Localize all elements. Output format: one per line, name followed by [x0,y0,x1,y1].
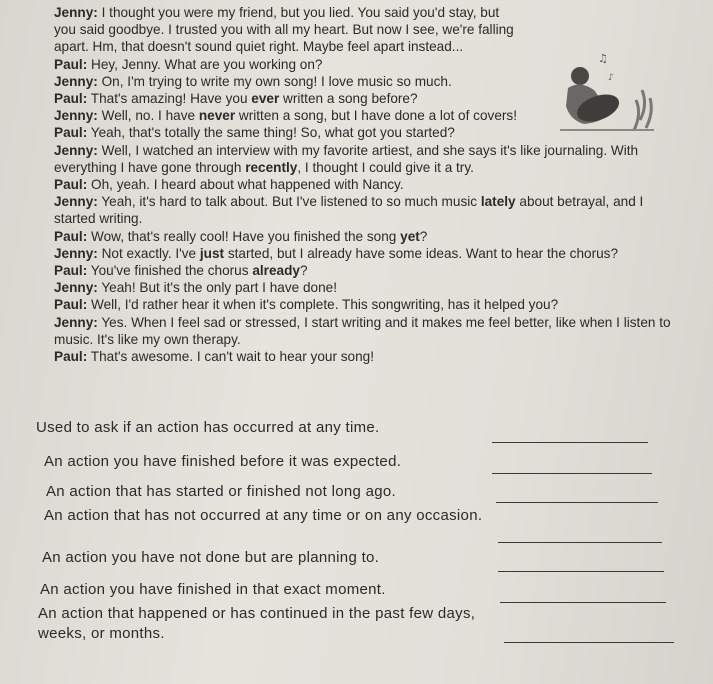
music-note-icon [598,52,614,83]
speaker-name: Jenny: [54,314,98,330]
speaker-name: Jenny: [54,108,98,124]
plant-leaves [634,90,651,130]
question-4: An action that has not occurred at any time or on any occasion. [44,507,483,524]
dialogue-line [54,176,684,193]
keyword: already [252,263,300,279]
speaker-name: Paul: [54,56,88,72]
head-shape [571,67,589,85]
keyword: yet [400,228,420,244]
keyword: never [198,108,236,124]
line-text: I thought you were my friend, but you lied. You said you'd stay, but you said goodbye. I trusted you with all my heart. But now I see, we're falling apart. Hm, that doesn't sound quiet right. Maybe feel apart instead... [54,5,514,55]
line-text: ? [299,263,308,279]
answer-blank-3[interactable] [496,502,658,503]
line-text: started, but I already have some ideas. Want to hear the chorus? [224,245,619,261]
question-1: Used to ask if an action has occurred at any time. [36,419,380,436]
line-text: Wow, that's really cool! Have you finished the song [91,228,401,244]
line-text: about betrayal, and I started writing. [54,194,644,227]
line-text: That's amazing! Have you [90,91,252,107]
speaker-name: Jenny: [54,142,98,158]
svg-text:♫: ♫ [598,52,608,65]
line-text: Yeah, it's hard to talk about. But I've listened to so much music [101,194,481,210]
dialogue-line [54,228,684,245]
dialogue-line [54,296,684,313]
keyword: just [199,245,225,261]
line-text: written a song before? [279,91,418,107]
line-text: You've finished the chorus [90,263,253,279]
question-2: An action you have finished before it was expected. [44,453,402,470]
dialogue-line [54,142,684,176]
speaker-name: Paul: [54,177,88,193]
answer-blank-5[interactable] [498,571,664,572]
dialogue-line [54,245,684,262]
answer-blank-7[interactable] [504,642,674,643]
question-6: An action you have finished in that exact moment. [40,581,386,598]
line-text: Hey, Jenny. What are you working on? [91,56,323,72]
line-text: Not exactly. I've [101,245,200,261]
line-text: ? [419,228,428,244]
dialogue-line [54,279,684,296]
answer-blank-6[interactable] [500,602,666,603]
line-text: Yes. When I feel sad or stressed, I start writing and it makes me feel better, like when I listen to music. It's like my own therapy. [54,314,671,347]
dialogue-line [54,348,684,365]
question-3: An action that has started or finished not long ago. [46,483,396,500]
answer-blank-1[interactable] [492,442,648,443]
answer-blank-4[interactable] [498,542,662,543]
dialogue-line [54,56,494,73]
speaker-name: Paul: [54,349,88,365]
question-7: An action that happened or has continued in the past few days, weeks, or months. [38,605,476,642]
keyword: ever [251,91,280,107]
dialogue-line [54,193,684,227]
question-5: An action you have not done but are planning to. [42,549,380,566]
line-text: , I thought I could give it a try. [297,159,474,175]
speaker-name: Paul: [54,263,88,279]
speaker-name: Jenny: [54,245,98,261]
speaker-name: Jenny: [54,73,98,89]
line-text: Oh, yeah. I heard about what happened with Nancy. [91,177,404,193]
dialogue-line [54,314,684,348]
keyword: recently [245,159,298,175]
svg-text:♪: ♪ [608,73,614,83]
line-text: That's awesome. I can't wait to hear your song! [90,349,375,365]
line-text: Well, I'd rather hear it when it's complete. This songwriting, has it helped you? [91,297,559,313]
answer-blank-2[interactable] [492,473,652,474]
speaker-name: Paul: [54,297,88,313]
line-text: Yeah, that's totally the same thing! So, what got you started? [90,125,455,141]
speaker-name: Paul: [54,91,88,107]
line-text: Yeah! But it's the only part I have done! [101,280,337,296]
speaker-name: Paul: [54,228,88,244]
line-text: Well, I watched an interview with my favorite artiest, and she says it's like journaling. With everything I have gone through [54,142,639,175]
dialogue-line [54,73,494,90]
speaker-name: Jenny: [54,280,98,296]
dialogue-line [54,4,524,56]
girl-with-guitar-illustration [550,50,660,140]
speaker-name: Paul: [54,125,88,141]
keyword: lately [480,194,516,210]
dialogue-line [54,262,684,279]
speaker-name: Jenny: [54,5,98,20]
line-text: On, I'm trying to write my own song! I love music so much. [101,73,452,89]
dialogue-line [54,90,494,107]
speaker-name: Jenny: [54,194,98,210]
line-text: written a song, but I have done a lot of covers! [235,108,517,124]
line-text: Well, no. I have [101,108,199,124]
